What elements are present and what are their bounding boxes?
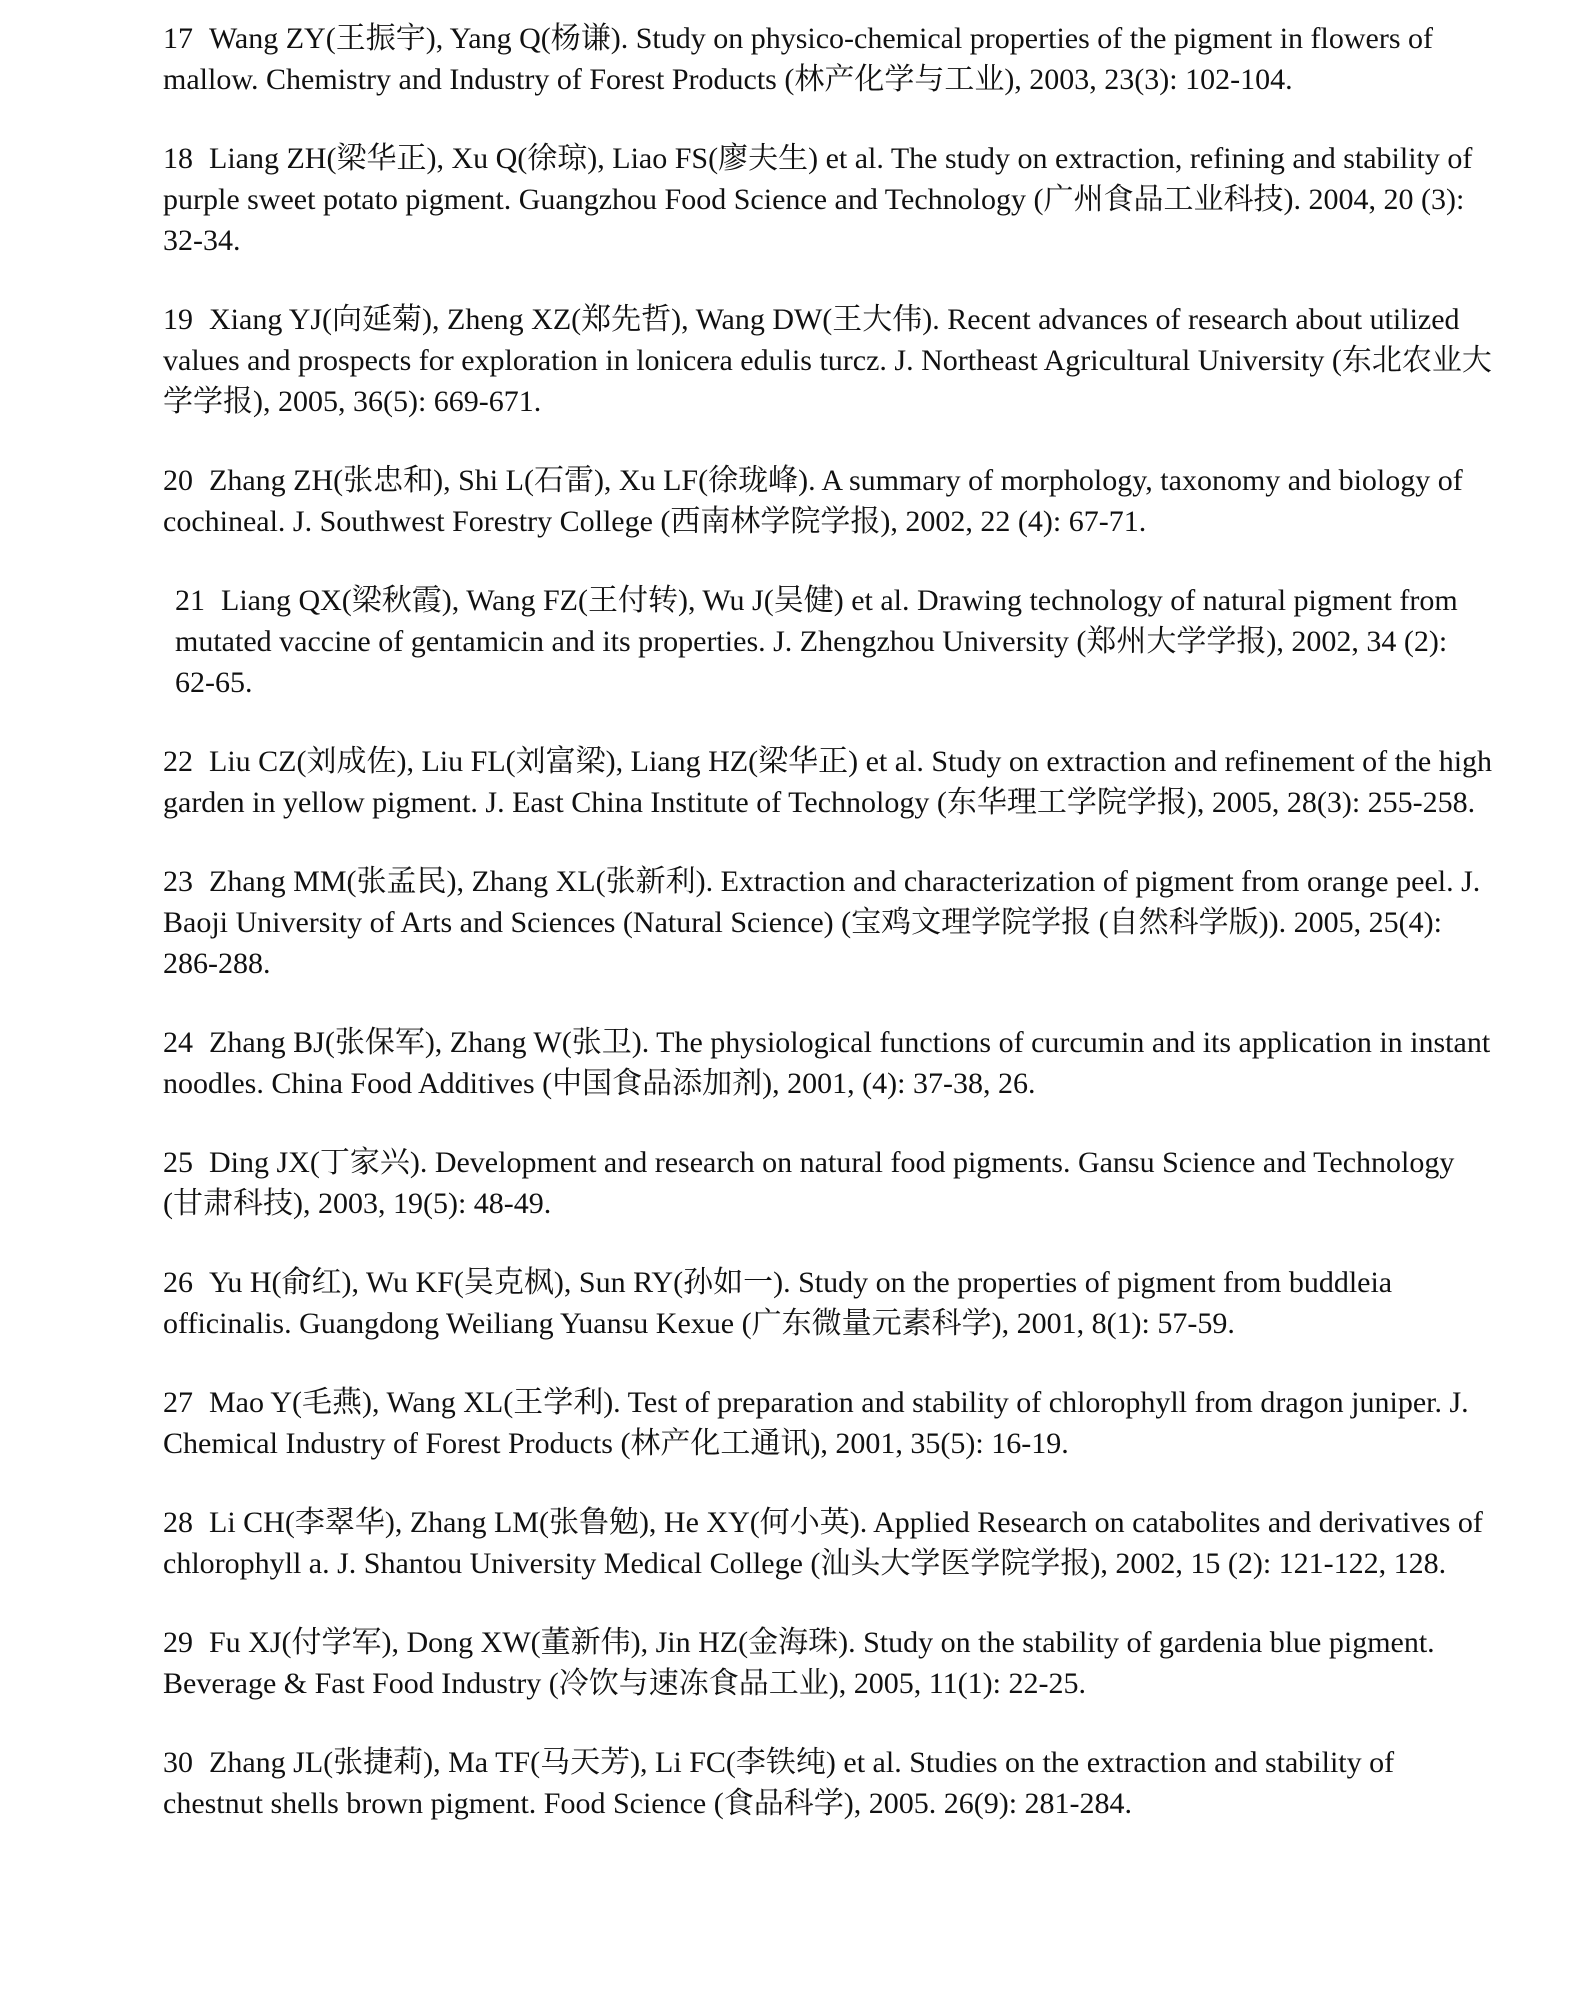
reference-number: 22 [163,745,193,778]
reference-number: 19 [163,303,193,336]
reference-number: 17 [163,22,193,55]
reference-item-18 [163,138,1493,261]
reference-item-20 [163,460,1493,542]
reference-number: 20 [163,464,193,497]
reference-text: Zhang JL(张捷莉), Ma TF(马天芳), Li FC(李铁纯) et al. Studies on the extraction and stability of chestnut shells brown pigment. Food Science (食品科学), 2005. 26(9): 281-284. [163,1746,1395,1820]
reference-item-21 [175,580,1493,703]
reference-item-30 [163,1742,1493,1824]
reference-item-28 [163,1502,1493,1584]
reference-text: Liang ZH(梁华正), Xu Q(徐琼), Liao FS(廖夫生) et al. The study on extraction, refining and stability of purple sweet potato pigment. Guangzhou Food Science and Technology (广州食品工业科技). 2004, 20 (3): 32-34. [163,142,1473,257]
reference-item-25 [163,1142,1493,1224]
reference-number: 21 [175,584,205,617]
reference-item-26 [163,1262,1493,1344]
reference-item-17 [163,18,1493,100]
reference-text: Mao Y(毛燕), Wang XL(王学利). Test of preparation and stability of chlorophyll from dragon juniper. J. Chemical Industry of Forest Products (林产化工通讯), 2001, 35(5): 16-19. [163,1386,1469,1460]
reference-number: 23 [163,865,193,898]
reference-text: Ding JX(丁家兴). Development and research on natural food pigments. Gansu Science and Technology (甘肃科技), 2003, 19(5): 48-49. [163,1146,1455,1220]
reference-number: 30 [163,1746,193,1779]
reference-number: 25 [163,1146,193,1179]
reference-item-29 [163,1622,1493,1704]
reference-item-19 [163,299,1493,422]
reference-item-22 [163,741,1493,823]
reference-list [163,18,1493,1862]
reference-item-27 [163,1382,1493,1464]
reference-number: 24 [163,1026,193,1059]
reference-text: Zhang MM(张孟民), Zhang XL(张新利). Extraction and characterization of pigment from orange peel. J. Baoji University of Arts and Sciences (Natural Science) (宝鸡文理学院学报 (自然科学版)). 2005, 25(4): 286-288. [163,865,1481,980]
reference-text: Fu XJ(付学军), Dong XW(董新伟), Jin HZ(金海珠). Study on the stability of gardenia blue pigment. Beverage & Fast Food Industry (冷饮与速冻食品工业), 2005, 11(1): 22-25. [163,1626,1435,1700]
reference-text: Wang ZY(王振宇), Yang Q(杨谦). Study on physico-chemical properties of the pigment in flowers of mallow. Chemistry and Industry of Forest Products (林产化学与工业), 2003, 23(3): 102-104. [163,22,1434,96]
reference-number: 27 [163,1386,193,1419]
reference-text: Liang QX(梁秋霞), Wang FZ(王付转), Wu J(吴健) et al. Drawing technology of natural pigment from mutated vaccine of gentamicin and its properties. J. Zhengzhou University (郑州大学学报), 2002, 34 (2): 62-65. [175,584,1458,699]
reference-text: Zhang ZH(张忠和), Shi L(石雷), Xu LF(徐珑峰). A summary of morphology, taxonomy and biology of cochineal. J. Southwest Forestry College (西南林学院学报), 2002, 22 (4): 67-71. [163,464,1463,538]
reference-number: 18 [163,142,193,175]
reference-text: Yu H(俞红), Wu KF(吴克枫), Sun RY(孙如一). Study on the properties of pigment from buddleia officinalis. Guangdong Weiliang Yuansu Kexue (广东微量元素科学), 2001, 8(1): 57-59. [163,1266,1393,1340]
reference-text: Li CH(李翠华), Zhang LM(张鲁勉), He XY(何小英). Applied Research on catabolites and derivatives of chlorophyll a. J. Shantou University Medical College (汕头大学医学院学报), 2002, 15 (2): 121-122, 128. [163,1506,1483,1580]
reference-item-24 [163,1022,1493,1104]
reference-item-23 [163,861,1493,984]
reference-text: Zhang BJ(张保军), Zhang W(张卫). The physiological functions of curcumin and its application in instant noodles. China Food Additives (中国食品添加剂), 2001, (4): 37-38, 26. [163,1026,1491,1100]
reference-number: 28 [163,1506,193,1539]
reference-number: 29 [163,1626,193,1659]
reference-text: Xiang YJ(向延菊), Zheng XZ(郑先哲), Wang DW(王大伟). Recent advances of research about utilized values and prospects for exploration in lonicera edulis turcz. J. Northeast Agricultural University (东北农业大学学报), 2005, 36(5): 669-671. [163,303,1492,418]
reference-number: 26 [163,1266,193,1299]
reference-text: Liu CZ(刘成佐), Liu FL(刘富梁), Liang HZ(梁华正) et al. Study on extraction and refinement of the high garden in yellow pigment. J. East China Institute of Technology (东华理工学院学报), 2005, 28(3): 255-258. [163,745,1493,819]
